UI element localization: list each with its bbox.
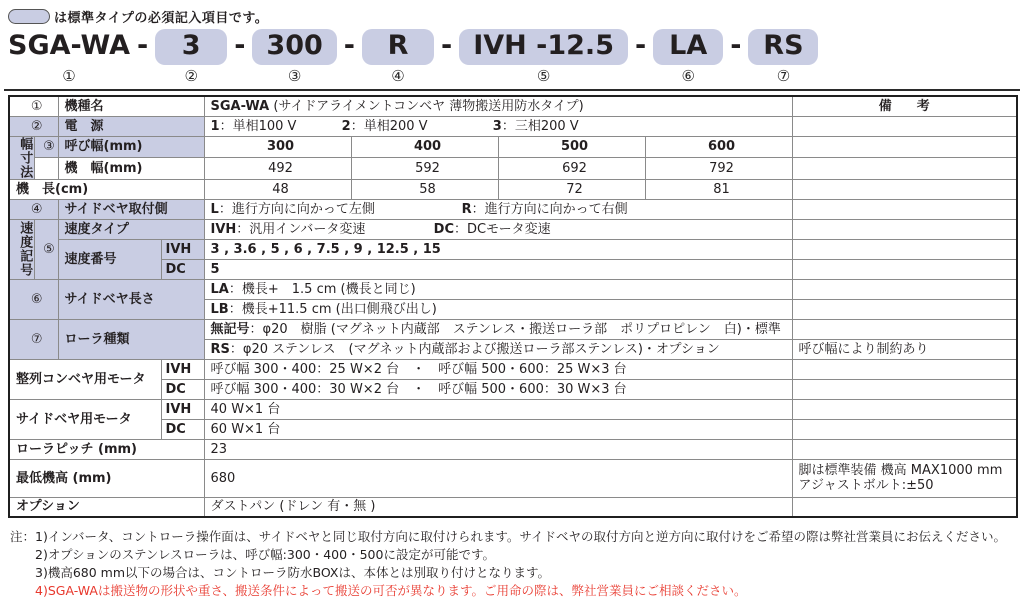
row-sidebeya-length-la bbox=[9, 279, 1017, 299]
model-segment-1 bbox=[8, 29, 130, 85]
model-segment-2 bbox=[155, 29, 227, 85]
model-segment-7 bbox=[748, 29, 818, 85]
remarks-cell bbox=[792, 259, 1017, 279]
divider-rule bbox=[4, 89, 1020, 91]
circled-7: ⑦ bbox=[9, 319, 58, 359]
roller-type-default-value: 無記号：φ20 樹脂 (マグネット内蔵部 ステンレス・搬送ローラ部 ポリプロピレン 白)・標準 bbox=[204, 319, 792, 339]
width-dimension-side-label: 幅寸法 bbox=[9, 136, 34, 179]
row-machine-type bbox=[9, 96, 1017, 116]
blank-pill-icon bbox=[8, 9, 50, 24]
row-speed-number-dc bbox=[9, 259, 1017, 279]
row-sidebeya-motor-dc bbox=[9, 419, 1017, 439]
nominal-width-400: 400 bbox=[351, 136, 498, 158]
option-value: ダストパン (ドレン 有・無 ) bbox=[204, 497, 792, 517]
remarks-cell bbox=[792, 439, 1017, 459]
sidebeya-motor-ivh-sub: IVH bbox=[161, 399, 204, 419]
sidebeya-motor-ivh-value: 40 W×1 台 bbox=[204, 399, 792, 419]
remarks-cell bbox=[792, 136, 1017, 158]
sidebeya-length-lb-value: LB：機長+11.5 cm (出口側飛び出し) bbox=[204, 299, 792, 319]
sidebeya-motor-dc-value: 60 W×1 台 bbox=[204, 419, 792, 439]
machine-width-300: 492 bbox=[204, 158, 351, 180]
remarks-cell bbox=[792, 158, 1017, 180]
segment-number-6: ⑥ bbox=[681, 67, 695, 85]
model-segment-4 bbox=[362, 29, 434, 85]
segment-number-2: ② bbox=[184, 67, 198, 85]
roller-type-remark: 呼び幅により制約あり bbox=[792, 339, 1017, 359]
dash-separator: - bbox=[234, 30, 246, 61]
nominal-width-500: 500 bbox=[498, 136, 645, 158]
align-conveyor-motor-label: 整列コンベヤ用モータ bbox=[9, 359, 161, 399]
row-nominal-width bbox=[9, 136, 1017, 158]
option-label: オプション bbox=[9, 497, 204, 517]
circled-5: ⑤ bbox=[34, 219, 58, 279]
model-segment-5 bbox=[459, 29, 628, 85]
circled-4: ④ bbox=[9, 199, 58, 219]
remarks-cell bbox=[792, 399, 1017, 419]
machine-length-label: 機 長(cm) bbox=[9, 179, 204, 199]
sidebeya-length-la-value: LA：機長+ 1.5 cm (機長と同じ) bbox=[204, 279, 792, 299]
align-motor-dc-sub: DC bbox=[161, 379, 204, 399]
nominal-width-600: 600 bbox=[645, 136, 792, 158]
remarks-cell bbox=[792, 116, 1017, 136]
machine-width-400: 592 bbox=[351, 158, 498, 180]
machine-type-value: SGA-WA (サイドアライメントコンベヤ 薄物搬送用防水タイプ) bbox=[204, 96, 792, 116]
min-height-remark: 脚は標準装備 機高 MAX1000 mm アジャストボルト:±50 bbox=[792, 459, 1017, 497]
circled-6: ⑥ bbox=[9, 279, 58, 319]
min-height-value: 680 bbox=[204, 459, 792, 497]
dash-separator: - bbox=[343, 30, 355, 61]
model-code-pill: 3 bbox=[155, 29, 227, 65]
remarks-cell bbox=[792, 419, 1017, 439]
remarks-cell bbox=[792, 239, 1017, 259]
required-note-text: は標準タイプの必須記入項目です。 bbox=[54, 10, 269, 26]
remarks-cell bbox=[792, 219, 1017, 239]
roller-pitch-value: 23 bbox=[204, 439, 792, 459]
speed-number-ivh-value: 3 , 3.6 , 5 , 6 , 7.5 , 9 , 12.5 , 15 bbox=[204, 239, 792, 259]
machine-length-400: 58 bbox=[351, 179, 498, 199]
row-machine-length bbox=[9, 179, 1017, 199]
remarks-cell bbox=[792, 319, 1017, 339]
sidebeya-mount-label: サイドベヤ取付側 bbox=[58, 199, 204, 219]
footnote-2: 2)オプションのステンレスローラは、呼び幅:300・400・500に設定が可能です。 bbox=[35, 547, 495, 562]
machine-length-500: 72 bbox=[498, 179, 645, 199]
row-sidebeya-motor-ivh bbox=[9, 399, 1017, 419]
segment-number-3: ③ bbox=[287, 67, 302, 85]
machine-width-label: 機 幅(mm) bbox=[58, 158, 204, 180]
model-code-text: SGA-WA bbox=[8, 30, 130, 61]
align-motor-ivh-value: 呼び幅 300・400：25 W×2 台 ・ 呼び幅 500・600：25 W×3 台 bbox=[204, 359, 792, 379]
row-machine-width bbox=[9, 158, 1017, 180]
roller-type-label: ローラ種類 bbox=[58, 319, 204, 359]
row-option bbox=[9, 497, 1017, 517]
model-code-pill: IVH -12.5 bbox=[459, 29, 628, 65]
row-roller-pitch bbox=[9, 439, 1017, 459]
row-speed-number-ivh bbox=[9, 239, 1017, 259]
model-code-pill: RS bbox=[748, 29, 818, 65]
row-power bbox=[9, 116, 1017, 136]
dash-separator: - bbox=[634, 30, 647, 61]
spec-table bbox=[8, 95, 1018, 518]
row-sidebeya-mount bbox=[9, 199, 1017, 219]
remarks-cell bbox=[792, 199, 1017, 219]
nominal-width-label: 呼び幅(mm) bbox=[58, 136, 204, 158]
model-code-pill: LA bbox=[653, 29, 723, 65]
footnote-lines bbox=[35, 528, 1006, 600]
dash-separator: - bbox=[730, 30, 742, 61]
segment-number-7: ⑦ bbox=[776, 67, 791, 85]
sidebeya-motor-dc-sub: DC bbox=[161, 419, 204, 439]
segment-number-4: ④ bbox=[391, 67, 405, 85]
dash-separator: - bbox=[136, 30, 149, 61]
remarks-cell bbox=[792, 279, 1017, 299]
speed-type-label: 速度タイプ bbox=[58, 219, 204, 239]
footnotes bbox=[10, 528, 1024, 600]
speed-number-dc-sub: DC bbox=[161, 259, 204, 279]
remarks-cell bbox=[792, 299, 1017, 319]
footnote-1: 1)インバータ、コントローラ操作面は、サイドベヤと同じ取付方向に取付けられます。サイドベヤの取付方向と逆方向に取付けをご希望の際は弊社営業員にお伝えください。 bbox=[35, 529, 1006, 544]
model-code-pill: R bbox=[362, 29, 434, 65]
model-code-pill: 300 bbox=[252, 29, 336, 65]
align-motor-ivh-sub: IVH bbox=[161, 359, 204, 379]
dash-separator: - bbox=[441, 30, 453, 61]
circled-1: ① bbox=[9, 96, 58, 116]
circled-2: ② bbox=[9, 116, 58, 136]
power-value: 1：単相100 V 2：単相200 V 3：三相200 V bbox=[204, 116, 792, 136]
model-code-line bbox=[0, 25, 1024, 85]
roller-pitch-label: ローラピッチ (mm) bbox=[9, 439, 204, 459]
segment-number-1: ① bbox=[62, 67, 76, 85]
sidebeya-mount-value: L：進行方向に向かって左側 R：進行方向に向かって右側 bbox=[204, 199, 792, 219]
row-speed-type bbox=[9, 219, 1017, 239]
row-align-motor-ivh bbox=[9, 359, 1017, 379]
sidebeya-length-label: サイドベヤ長さ bbox=[58, 279, 204, 319]
machine-width-500: 692 bbox=[498, 158, 645, 180]
remarks-header: 備 考 bbox=[792, 96, 1017, 116]
segment-number-5: ⑤ bbox=[536, 67, 551, 85]
roller-type-rs-value: RS：φ20 ステンレス (マグネット内蔵部および搬送ローラ部ステンレス)・オプション bbox=[204, 339, 792, 359]
machine-length-600: 81 bbox=[645, 179, 792, 199]
circled-3: ③ bbox=[34, 136, 58, 158]
nominal-width-300: 300 bbox=[204, 136, 351, 158]
required-note bbox=[0, 0, 1024, 25]
model-segment-6 bbox=[653, 29, 723, 85]
footnote-3: 3)機高680 mm以下の場合は、コントローラ防水BOXは、本体とは別取り付けとなります。 bbox=[35, 565, 550, 580]
model-segment-3 bbox=[252, 29, 336, 85]
align-motor-dc-value: 呼び幅 300・400：30 W×2 台 ・ 呼び幅 500・600：30 W×3 台 bbox=[204, 379, 792, 399]
speed-code-side-label: 速度記号 bbox=[9, 219, 34, 279]
speed-type-value: IVH：汎用インバータ変速 DC：DCモータ変速 bbox=[204, 219, 792, 239]
row-align-motor-dc bbox=[9, 379, 1017, 399]
speed-number-dc-value: 5 bbox=[204, 259, 792, 279]
power-label: 電 源 bbox=[58, 116, 204, 136]
row-min-height bbox=[9, 459, 1017, 497]
speed-number-label: 速度番号 bbox=[58, 239, 161, 279]
remarks-cell bbox=[792, 359, 1017, 379]
remarks-cell bbox=[792, 179, 1017, 199]
machine-type-label: 機種名 bbox=[58, 96, 204, 116]
sidebeya-motor-label: サイドベヤ用モータ bbox=[9, 399, 161, 439]
empty-cell bbox=[34, 158, 58, 180]
footnote-prefix: 注： bbox=[10, 529, 36, 544]
min-height-label: 最低機高 (mm) bbox=[9, 459, 204, 497]
remarks-cell bbox=[792, 379, 1017, 399]
row-roller-type-default bbox=[9, 319, 1017, 339]
footnote-4: 4)SGA-WAは搬送物の形状や重さ、搬送条件によって搬送の可否が異なります。ご用命の際は、弊社営業員にご相談ください。 bbox=[35, 583, 747, 598]
speed-number-ivh-sub: IVH bbox=[161, 239, 204, 259]
machine-length-300: 48 bbox=[204, 179, 351, 199]
remarks-cell bbox=[792, 497, 1017, 517]
machine-width-600: 792 bbox=[645, 158, 792, 180]
